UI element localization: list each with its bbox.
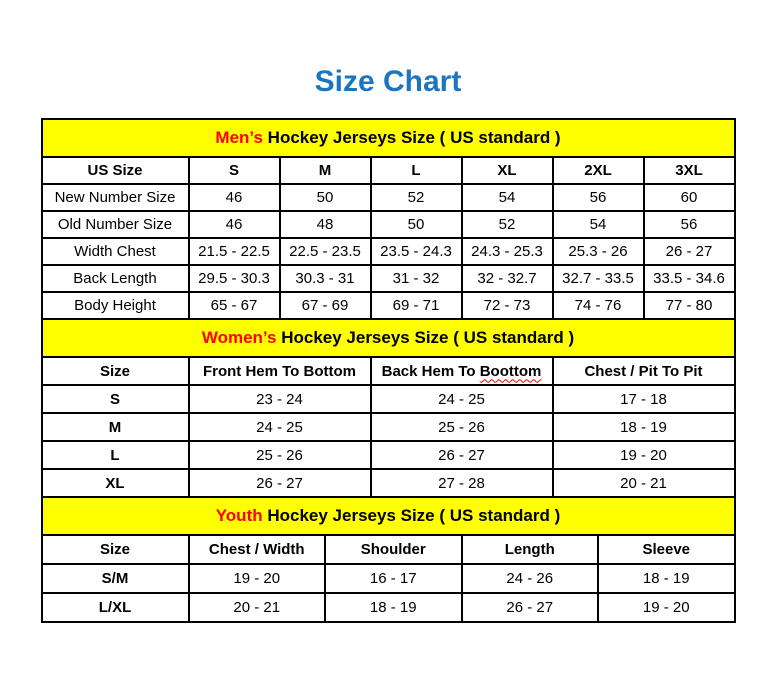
- cell-value: 46: [189, 184, 280, 211]
- youth-heading-text: Hockey Jerseys Size ( US standard ): [262, 506, 561, 525]
- cell-value: 26 - 27: [644, 238, 735, 265]
- youth-col-sleeve: Sleeve: [598, 535, 735, 564]
- cell-value: 56: [553, 184, 644, 211]
- cell-value: 26 - 27: [189, 469, 371, 497]
- cell-value: 31 - 32: [371, 265, 462, 292]
- cell-value: 32 - 32.7: [462, 265, 553, 292]
- youth-header-row: [42, 535, 735, 564]
- womens-col-chest: Chest / Pit To Pit: [553, 357, 735, 385]
- row-label: M: [42, 413, 189, 441]
- table-row: [42, 385, 735, 413]
- row-label: XL: [42, 469, 189, 497]
- youth-col-chest-width: Chest / Width: [189, 535, 326, 564]
- back-hem-prefix: Back Hem To: [381, 362, 480, 380]
- cell-value: 77 - 80: [644, 292, 735, 319]
- cell-value: 17 - 18: [553, 385, 735, 413]
- row-label: L: [42, 441, 189, 469]
- cell-value: 20 - 21: [553, 469, 735, 497]
- cell-value: 24.3 - 25.3: [462, 238, 553, 265]
- cell-value: 56: [644, 211, 735, 238]
- cell-value: 54: [553, 211, 644, 238]
- table-row: [42, 469, 735, 497]
- cell-value: 25 - 26: [189, 441, 371, 469]
- cell-value: 25 - 26: [371, 413, 553, 441]
- mens-size-table: [41, 118, 736, 320]
- table-row: [42, 413, 735, 441]
- youth-section-heading: [42, 497, 735, 535]
- cell-value: 24 - 25: [371, 385, 553, 413]
- youth-heading-accent: Youth: [215, 506, 263, 525]
- womens-col-front-hem: Front Hem To Bottom: [189, 357, 371, 385]
- mens-col-us-size: US Size: [42, 157, 189, 184]
- table-row: [42, 593, 735, 622]
- cell-value: 50: [371, 211, 462, 238]
- cell-value: 18 - 19: [598, 564, 735, 593]
- cell-value: 29.5 - 30.3: [189, 265, 280, 292]
- cell-value: 32.7 - 33.5: [553, 265, 644, 292]
- row-label: New Number Size: [42, 184, 189, 211]
- mens-col-3xl: 3XL: [644, 157, 735, 184]
- row-label: Width Chest: [42, 238, 189, 265]
- cell-value: 24 - 25: [189, 413, 371, 441]
- cell-value: 19 - 20: [553, 441, 735, 469]
- youth-col-length: Length: [462, 535, 599, 564]
- cell-value: 33.5 - 34.6: [644, 265, 735, 292]
- row-label: Old Number Size: [42, 211, 189, 238]
- page-title: Size Chart: [314, 65, 462, 98]
- cell-value: 26 - 27: [462, 593, 599, 622]
- table-row: [42, 238, 735, 265]
- row-label: S: [42, 385, 189, 413]
- cell-value: 18 - 19: [325, 593, 462, 622]
- row-label: Back Length: [42, 265, 189, 292]
- cell-value: 23 - 24: [189, 385, 371, 413]
- table-row: [42, 211, 735, 238]
- cell-value: 46: [189, 211, 280, 238]
- youth-col-size: Size: [42, 535, 189, 564]
- cell-value: 50: [280, 184, 371, 211]
- mens-heading-text: Hockey Jerseys Size ( US standard ): [262, 128, 561, 147]
- row-label: Body Height: [42, 292, 189, 319]
- youth-size-table: [41, 496, 736, 623]
- womens-size-table: [41, 318, 736, 498]
- cell-value: 18 - 19: [553, 413, 735, 441]
- womens-col-back-hem: [371, 357, 553, 385]
- cell-value: 21.5 - 22.5: [189, 238, 280, 265]
- cell-value: 69 - 71: [371, 292, 462, 319]
- cell-value: 52: [371, 184, 462, 211]
- cell-value: 72 - 73: [462, 292, 553, 319]
- womens-heading-text: Hockey Jerseys Size ( US standard ): [276, 328, 575, 347]
- cell-value: 65 - 67: [189, 292, 280, 319]
- cell-value: 23.5 - 24.3: [371, 238, 462, 265]
- mens-section-heading: [42, 119, 735, 157]
- cell-value: 74 - 76: [553, 292, 644, 319]
- womens-section-heading-row: [42, 319, 735, 357]
- mens-col-xl: XL: [462, 157, 553, 184]
- table-row: [42, 265, 735, 292]
- back-hem-misspelled-word: Boottom: [479, 362, 542, 380]
- cell-value: 27 - 28: [371, 469, 553, 497]
- cell-value: 60: [644, 184, 735, 211]
- cell-value: 52: [462, 211, 553, 238]
- size-tables-container: [41, 118, 736, 623]
- womens-col-size: Size: [42, 357, 189, 385]
- mens-col-l: L: [371, 157, 462, 184]
- cell-value: 48: [280, 211, 371, 238]
- womens-header-row: [42, 357, 735, 385]
- table-row: [42, 292, 735, 319]
- cell-value: 24 - 26: [462, 564, 599, 593]
- row-label: L/XL: [42, 593, 189, 622]
- cell-value: 54: [462, 184, 553, 211]
- womens-heading-accent: Women’s: [201, 328, 277, 347]
- cell-value: 30.3 - 31: [280, 265, 371, 292]
- mens-heading-accent: Men’s: [215, 128, 263, 147]
- table-row: [42, 441, 735, 469]
- cell-value: 19 - 20: [598, 593, 735, 622]
- mens-header-row: [42, 157, 735, 184]
- mens-col-2xl: 2XL: [553, 157, 644, 184]
- table-row: [42, 184, 735, 211]
- womens-section-heading: [42, 319, 735, 357]
- cell-value: 19 - 20: [189, 564, 326, 593]
- mens-col-m: M: [280, 157, 371, 184]
- cell-value: 20 - 21: [189, 593, 326, 622]
- row-label: S/M: [42, 564, 189, 593]
- cell-value: 22.5 - 23.5: [280, 238, 371, 265]
- youth-section-heading-row: [42, 497, 735, 535]
- youth-col-shoulder: Shoulder: [325, 535, 462, 564]
- cell-value: 25.3 - 26: [553, 238, 644, 265]
- cell-value: 67 - 69: [280, 292, 371, 319]
- cell-value: 26 - 27: [371, 441, 553, 469]
- mens-section-heading-row: [42, 119, 735, 157]
- table-row: [42, 564, 735, 593]
- mens-col-s: S: [189, 157, 280, 184]
- cell-value: 16 - 17: [325, 564, 462, 593]
